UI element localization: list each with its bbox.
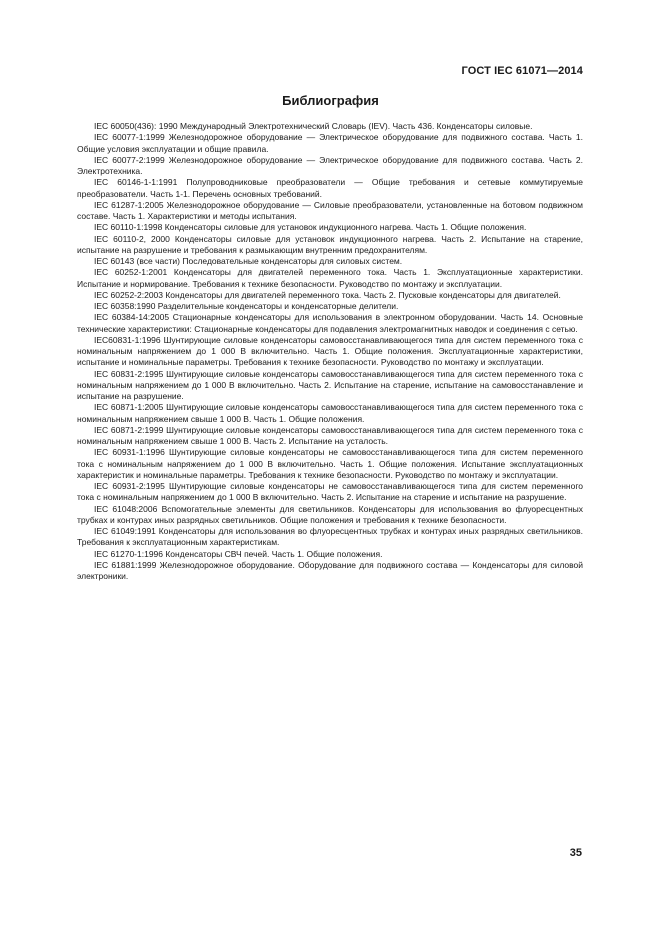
bibliography-entry: IEC 60931-1:1996 Шунтирующие силовые конденсаторы не самовосстанавливающегося типа для систем переменного тока с номинальным напряжением до 1 000 В включительно. Часть 1. Общие положения. Испытание эксплуатационных характеристик и номинальные параметры. Требования к технике безопасности. Руководство по монтажу и эксплуатации. [77, 447, 583, 480]
bibliography-list [77, 121, 583, 582]
bibliography-entry: IEC 60110-2, 2000 Конденсаторы силовые для установок индукционного нагрева. Часть 2. Испытание на старение, испытание на разрушение и требования к размыкающим внутренним предохранителям. [77, 233, 583, 255]
bibliography-entry: IEC 60384-14:2005 Стационарные конденсаторы для использования в электронном оборудовании. Часть 14. Основные технические характеристики: Стационарные конденсаторы для подавления электромагнитных наводок и соединения с сетью. [77, 312, 583, 334]
bibliography-entry: IEC 60146-1-1:1991 Полупроводниковые преобразователи — Общие требования и сетевые коммутируемые преобразователи. Часть 1-1. Перечень основных требований. [77, 177, 583, 199]
bibliography-entry: IEC 60871-2:1999 Шунтирующие силовые конденсаторы самовосстанавливающегося типа для систем переменного тока с номинальным напряжением свыше 1 000 В. Часть 2. Испытание на усталость. [77, 424, 583, 446]
page-title: Библиография [282, 93, 379, 108]
bibliography-entry: IEC 60252-1:2001 Конденсаторы для двигателей переменного тока. Часть 1. Эксплуатационные характеристики. Испытание и нормирование. Требования к технике безопасности. Руководство по монтажу и эксплуатации. [77, 267, 583, 289]
bibliography-entry: IEC 60871-1:2005 Шунтирующие силовые конденсаторы самовосстанавливающегося типа для систем переменного тока с номинальным напряжением свыше 1 000 В. Часть 1. Общие положения. [77, 402, 583, 424]
bibliography-entry: IEC 60831-2:1995 Шунтирующие силовые конденсаторы самовосстанавливающегося типа для систем переменного тока с номинальным напряжением до 1 000 В включительно. Часть 2. Испытание на старение, испытание на самовосстанавление и испытание на разрушение. [77, 368, 583, 401]
bibliography-entry: IEC 61270-1:1996 Конденсаторы СВЧ печей. Часть 1. Общие положения. [94, 548, 383, 559]
bibliography-entry: IEC 61881:1999 Железнодорожное оборудование. Оборудование для подвижного состава — Конденсаторы для силовой электроники. [77, 559, 583, 581]
bibliography-entry: IEC 60077-2:1999 Железнодорожное оборудование — Электрическое оборудование для подвижного состава. Часть 2. Электротехника. [77, 154, 583, 176]
bibliography-entry: IEC 60252-2:2003 Конденсаторы для двигателей переменного тока. Часть 2. Пусковые конденсаторы для двигателей. [94, 289, 561, 300]
bibliography-entry: IEC 60050(436): 1990 Международный Электротехнический Словарь (IEV). Часть 436. Конденсаторы силовые. [94, 121, 533, 131]
document-code-header: ГОСТ IEC 61071—2014 [461, 65, 583, 77]
bibliography-entry: IEC 61048:2006 Вспомогательные элементы для светильников. Конденсаторы для использования во флуоресцентных трубках и контурах иных разрядных светильников. Общие положения и требования к технике безопасности. [77, 503, 583, 525]
bibliography-entry: IEC 61049:1991 Конденсаторы для использования во флуоресцентных трубках и контурах иных разрядных светильников. Требования к эксплуатационным характеристикам. [77, 526, 583, 548]
bibliography-entry: IEC60831-1:1996 Шунтирующие силовые конденсаторы самовосстанавливающегося типа для систем переменного тока с номинальным напряжением до 1 000 В включительно. Часть 1. Общие положения. Эксплуатационные характеристики, испытание и номинальные параметры. Требования к технике безопасности. Руководство по монтажу и эксплуатации. [77, 334, 583, 368]
bibliography-entry: IEC 60358:1990 Разделительные конденсаторы и конденсаторные делители. [94, 301, 399, 311]
bibliography-entry: IEC 61287-1:2005 Железнодорожное оборудование — Силовые преобразователи, установленные на ботовом подвижном составе. Часть 1. Характеристики и методы испытания. [77, 199, 583, 221]
bibliography-entry: IEC 60110-1:1998 Конденсаторы силовые для установок индукционного нагрева. Часть 1. Общие положения. [94, 222, 527, 233]
bibliography-entry: IEC 60077-1:1999 Железнодорожное оборудование — Электрическое оборудование для подвижного состава. Часть 1. Общие условия эксплуатации и общие правила. [77, 132, 583, 154]
bibliography-entry: IEC 60931-2:1995 Шунтирующие силовые конденсаторы не самовосстанавливающегося типа для систем переменного тока с номинальным напряжением до 1 000 В включительно. Часть 2. Испытание на старение и испытание на разрушение. [77, 481, 583, 503]
bibliography-entry: IEC 60143 (все части) Последовательные конденсаторы для силовых систем. [94, 256, 403, 266]
page-number: 35 [569, 847, 582, 859]
